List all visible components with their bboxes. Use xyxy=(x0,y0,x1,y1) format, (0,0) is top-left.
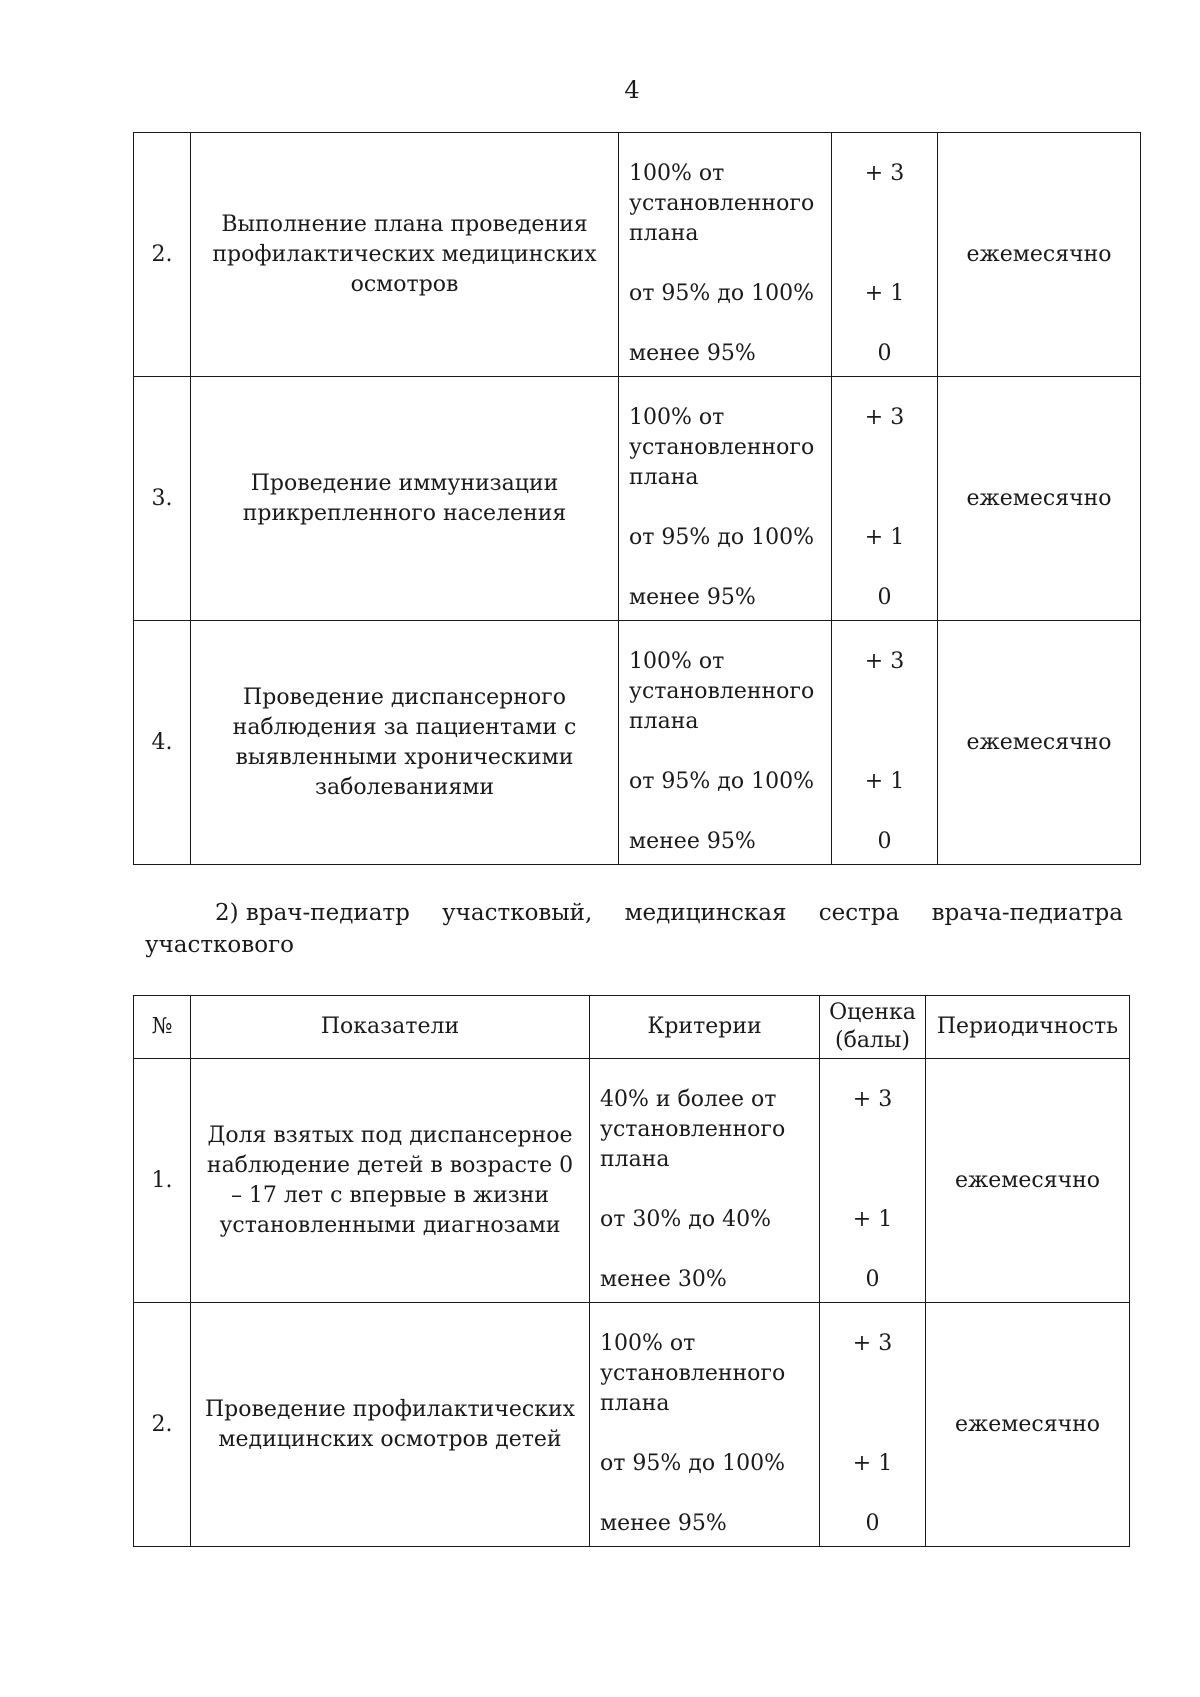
indicator-text: Проведение иммунизации прикрепленного населения xyxy=(191,377,619,621)
criteria-line: плана xyxy=(629,709,699,734)
period-text: ежемесячно xyxy=(926,1303,1130,1547)
criteria-cell xyxy=(590,1303,820,1547)
criteria-line: плана xyxy=(600,1391,670,1416)
criteria-line: менее 95% xyxy=(629,829,756,854)
score-value: 0 xyxy=(865,1511,880,1536)
criteria-line: установленного xyxy=(600,1361,786,1386)
score-value: + 1 xyxy=(864,281,905,306)
criteria-cell xyxy=(590,1059,820,1303)
criteria-line: плана xyxy=(629,221,699,246)
criteria-line: установленного xyxy=(629,679,815,704)
pediatrician-indicators-table xyxy=(133,995,1130,1547)
period-text: ежемесячно xyxy=(938,133,1141,377)
score-value: 0 xyxy=(865,1267,880,1292)
criteria-line: установленного xyxy=(600,1117,786,1142)
indicators-table-continued xyxy=(133,132,1141,865)
heading-line-2: участкового xyxy=(145,932,294,958)
header-indicators: Показатели xyxy=(191,996,590,1059)
row-number: 2. xyxy=(134,133,191,377)
header-criteria: Критерии xyxy=(590,996,820,1059)
criteria-line: 40% и более от xyxy=(600,1087,777,1112)
score-value: + 3 xyxy=(864,405,905,430)
score-cell xyxy=(820,1303,926,1547)
criteria-line: от 95% до 100% xyxy=(629,281,814,306)
score-value: 0 xyxy=(877,829,892,854)
criteria-line: 100% от xyxy=(600,1331,696,1356)
score-value: + 1 xyxy=(864,525,905,550)
score-cell xyxy=(832,377,938,621)
criteria-line: от 95% до 100% xyxy=(629,769,814,794)
table-row xyxy=(134,133,1141,377)
row-number: 3. xyxy=(134,377,191,621)
criteria-line: 100% от xyxy=(629,649,725,674)
criteria-line: установленного xyxy=(629,435,815,460)
score-value: + 3 xyxy=(864,649,905,674)
row-number: 4. xyxy=(134,621,191,865)
criteria-cell xyxy=(619,133,832,377)
page-number: 4 xyxy=(624,76,640,104)
indicator-text: Выполнение плана проведения профилактических медицинских осмотров xyxy=(191,133,619,377)
table-row xyxy=(134,377,1141,621)
score-value: + 1 xyxy=(864,769,905,794)
table-row xyxy=(134,621,1141,865)
heading-word: медицинская xyxy=(624,900,787,926)
score-cell xyxy=(832,133,938,377)
criteria-line: менее 95% xyxy=(629,585,756,610)
row-number: 2. xyxy=(134,1303,191,1547)
criteria-line: плана xyxy=(600,1147,670,1172)
score-value: + 3 xyxy=(864,161,905,186)
table-row xyxy=(134,1059,1130,1303)
period-text: ежемесячно xyxy=(926,1059,1130,1303)
criteria-line: 100% от xyxy=(629,405,725,430)
score-value: 0 xyxy=(877,585,892,610)
score-value: + 3 xyxy=(852,1087,893,1112)
indicator-text: Доля взятых под диспансерное наблюдение детей в возрасте 0 – 17 лет с впервые в жизни установленными диагнозами xyxy=(191,1059,590,1303)
score-value: + 1 xyxy=(852,1451,893,1476)
period-text: ежемесячно xyxy=(938,621,1141,865)
criteria-line: от 30% до 40% xyxy=(600,1207,771,1232)
section-heading xyxy=(145,897,1123,961)
header-score: Оценка (балы) xyxy=(820,996,926,1059)
criteria-line: менее 95% xyxy=(629,341,756,366)
row-number: 1. xyxy=(134,1059,191,1303)
score-cell xyxy=(820,1059,926,1303)
indicator-text: Проведение профилактических медицинских осмотров детей xyxy=(191,1303,590,1547)
criteria-cell xyxy=(619,621,832,865)
header-periodicity: Периодичность xyxy=(926,996,1130,1059)
criteria-line: установленного xyxy=(629,191,815,216)
table-row xyxy=(134,1303,1130,1547)
heading-word: сестра xyxy=(818,900,900,926)
criteria-line: 100% от xyxy=(629,161,725,186)
header-number: № xyxy=(134,996,191,1059)
heading-word: врача-педиатра xyxy=(931,900,1123,926)
indicator-text: Проведение диспансерного наблюдения за пациентами с выявленными хроническими заболеваниями xyxy=(191,621,619,865)
score-value: + 3 xyxy=(852,1331,893,1356)
criteria-line: менее 30% xyxy=(600,1267,727,1292)
heading-word: участковый, xyxy=(442,900,593,926)
table-header-row xyxy=(134,996,1130,1059)
score-value: 0 xyxy=(877,341,892,366)
criteria-cell xyxy=(619,377,832,621)
heading-word: 2) врач-педиатр xyxy=(215,900,410,926)
period-text: ежемесячно xyxy=(938,377,1141,621)
criteria-line: менее 95% xyxy=(600,1511,727,1536)
score-value: + 1 xyxy=(852,1207,893,1232)
criteria-line: от 95% до 100% xyxy=(600,1451,785,1476)
score-cell xyxy=(832,621,938,865)
criteria-line: плана xyxy=(629,465,699,490)
criteria-line: от 95% до 100% xyxy=(629,525,814,550)
